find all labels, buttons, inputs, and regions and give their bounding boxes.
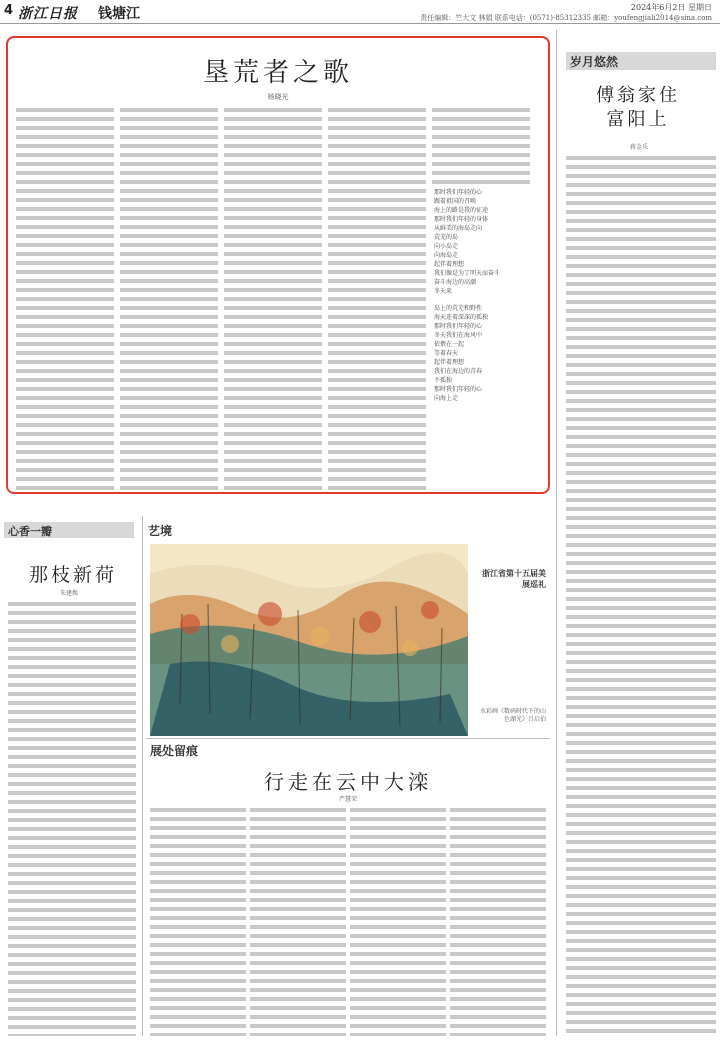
feature-text-col-1 (16, 108, 114, 490)
section-name: 钱塘江 (98, 6, 140, 22)
column-divider (142, 516, 143, 1036)
right-article-byline: 蒋金乐 (630, 144, 649, 151)
left-article-title: 那枝新荷 (28, 564, 117, 586)
bottom-article-byline: 严慧荣 (338, 796, 357, 803)
bottom-text-col-3 (350, 808, 446, 1036)
bottom-text-col-4 (450, 808, 546, 1036)
left-article-byline: 朱建焕 (60, 590, 79, 597)
artwork-caption: 水彩画《数码时代下的山色湖光》吕启伯 (479, 708, 546, 723)
left-article-text (8, 602, 136, 1036)
poem-stanza-1: 那时我们年轻的心 跟着祖国的召唤 海上的路是我的征途 那时我们年轻的身体 从鲜美的海岛走向 荒芜的岛 向小岛走 向海岛走 起伴着理想 我们像是为了明天而奋斗 奋斗海边的高潮 冬天来 (434, 189, 501, 295)
section-divider (146, 738, 550, 739)
feature-article[interactable] (6, 36, 550, 494)
column-divider (556, 30, 557, 1036)
feature-byline: 杨晓光 (267, 93, 289, 101)
editor-info: 责任编辑：竺大文 林娟 联系电话：(0571)-85312335 邮箱：youfengjiali2014@sina.com (420, 14, 712, 22)
right-column-article[interactable] (560, 36, 716, 1036)
feature-title: 垦荒者之歌 (202, 58, 353, 88)
bottom-text-col-2 (250, 808, 346, 1036)
right-article-text (566, 156, 716, 1036)
masthead (0, 0, 720, 24)
feature-text-col-3 (224, 108, 322, 490)
bottom-section-label: 展处留痕 (150, 744, 199, 758)
art-section-label: 艺境 (148, 524, 173, 538)
poem-stanza-2: 岛上的荒芜和野性 海天连着深深的孤独 那时我们年轻的心 冬天我们在海风中 依偎在一起 等着春天 起伴着理想 我们在海边的青春 不孤独 那时我们年轻的心 向海上走 (434, 305, 489, 402)
left-section-label: 心香一瓣 (4, 522, 134, 538)
feature-text-col-4 (328, 108, 426, 490)
bottom-article-title: 行走在云中大滦 (264, 770, 432, 794)
watercolor-painting[interactable] (150, 544, 468, 736)
feature-poem (434, 188, 544, 486)
paper-name: 浙江日报 (18, 6, 78, 22)
art-exhibition-caption: 浙江省第十五届美展巡礼 (482, 568, 546, 589)
page-number: 4 (4, 3, 14, 18)
issue-date: 2024年6月2日 星期日 (630, 3, 712, 12)
feature-text-col-5 (432, 108, 530, 184)
right-section-label: 岁月悠然 (566, 52, 716, 70)
painting-image (150, 544, 468, 736)
bottom-text-col-1 (150, 808, 246, 1036)
feature-text-col-2 (120, 108, 218, 490)
right-article-title: 傅翁家住 富阳上 (596, 85, 680, 130)
